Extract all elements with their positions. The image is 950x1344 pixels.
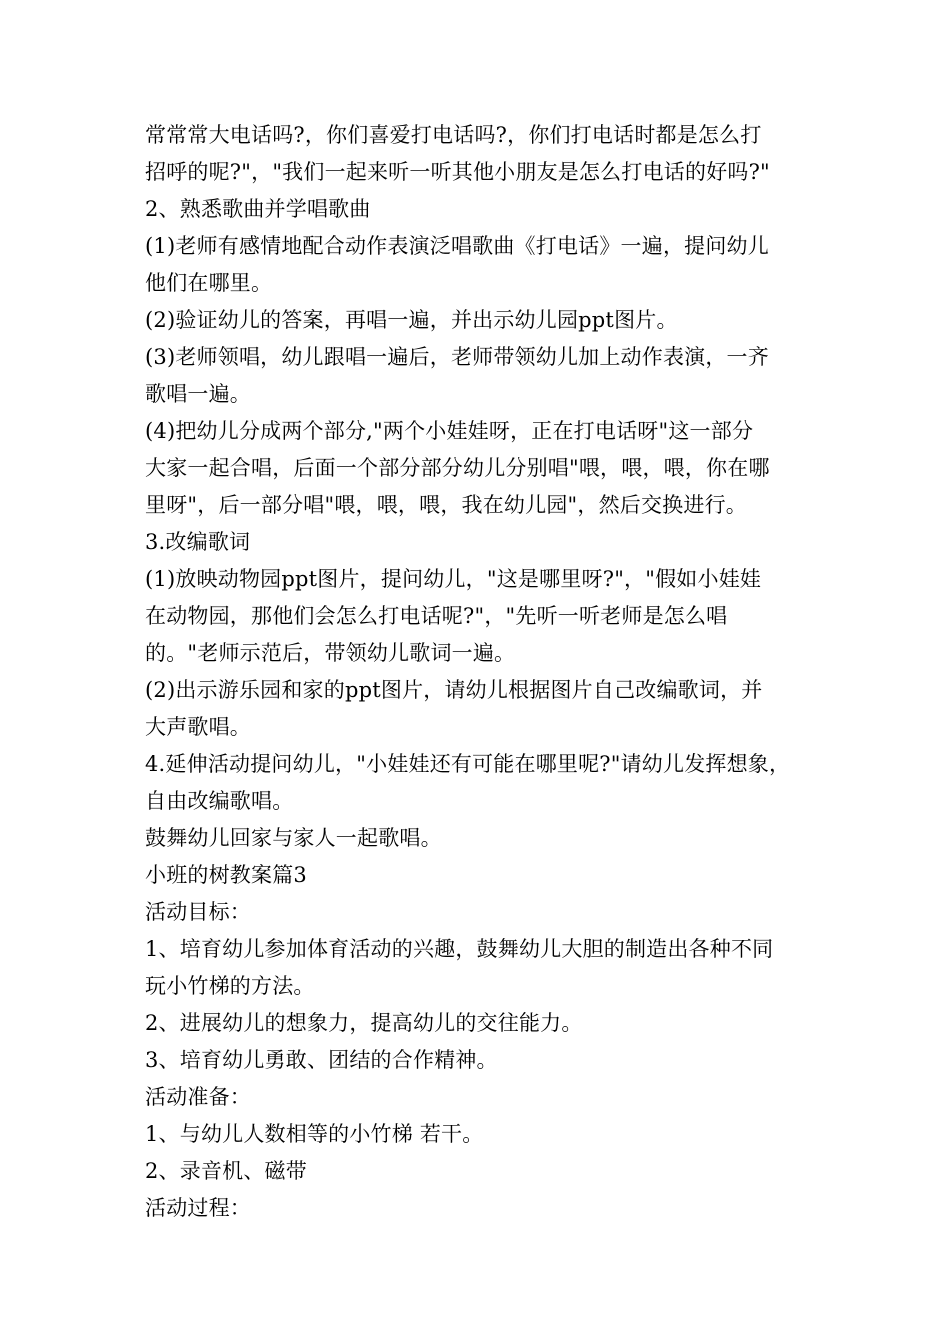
text-line: (3)老师领唱，幼儿跟唱一遍后，老师带领幼儿加上动作表演，一齐 — [145, 345, 769, 369]
text-line: 2、进展幼儿的想象力，提高幼儿的交往能力。 — [145, 1011, 583, 1035]
text-line: 1、与幼儿人数相等的小竹梯 若干。 — [145, 1122, 484, 1146]
text-line: (2)验证幼儿的答案，再唱一遍，并出示幼儿园ppt图片。 — [145, 308, 678, 332]
text-line: 的。"老师示范后，带领幼儿歌词一遍。 — [145, 641, 516, 665]
text-line: 2、录音机、磁带 — [145, 1159, 307, 1183]
section-heading: 3.改编歌词 — [145, 530, 251, 554]
text-line: 大声歌唱。 — [145, 715, 251, 739]
text-line: 他们在哪里。 — [145, 271, 273, 295]
section-heading: 2、熟悉歌曲并学唱歌曲 — [145, 197, 371, 221]
text-line: (1)放映动物园ppt图片，提问幼儿，"这是哪里呀?"，"假如小娃娃 — [145, 567, 762, 591]
text-line: 招呼的呢?"，"我们一起来听一听其他小朋友是怎么打电话的好吗?" — [145, 160, 770, 184]
text-line: 3、培育幼儿勇敢、团结的合作精神。 — [145, 1048, 498, 1072]
section-heading: 活动过程： — [145, 1196, 251, 1220]
section-heading: 活动准备： — [145, 1085, 251, 1109]
text-line: (4)把幼儿分成两个部分,"两个小娃娃呀，正在打电话呀"这一部分 — [145, 419, 754, 443]
text-line: 鼓舞幼儿回家与家人一起歌唱。 — [145, 826, 442, 850]
text-line: 在动物园，那他们会怎么打电话呢?"，"先听一听老师是怎么唱 — [145, 604, 728, 628]
text-line: 玩小竹梯的方法。 — [145, 974, 315, 998]
document-page — [145, 117, 825, 1227]
lesson-title: 小班的树教案篇3 — [145, 863, 307, 887]
text-line: 歌唱一遍。 — [145, 382, 251, 406]
section-heading: 活动目标： — [145, 900, 251, 924]
text-line: (1)老师有感情地配合动作表演泛唱歌曲《打电话》一遍，提问幼儿 — [145, 234, 769, 258]
text-line: 1、培育幼儿参加体育活动的兴趣，鼓舞幼儿大胆的制造出各种不同 — [145, 937, 774, 961]
text-line: 里呀"，后一部分唱"喂，喂，喂，我在幼儿园"，然后交换进行。 — [145, 493, 747, 517]
text-line: 4.延伸活动提问幼儿，"小娃娃还有可能在哪里呢?"请幼儿发挥想象， — [145, 752, 791, 776]
text-line: 自由改编歌唱。 — [145, 789, 294, 813]
text-line: (2)出示游乐园和家的ppt图片，请幼儿根据图片自己改编歌词，并 — [145, 678, 763, 702]
text-line: 大家一起合唱，后面一个部分部分幼儿分别唱"喂，喂，喂，你在哪 — [145, 456, 770, 480]
text-line: 常常常大电话吗?，你们喜爱打电话吗?，你们打电话时都是怎么打 — [145, 123, 762, 147]
